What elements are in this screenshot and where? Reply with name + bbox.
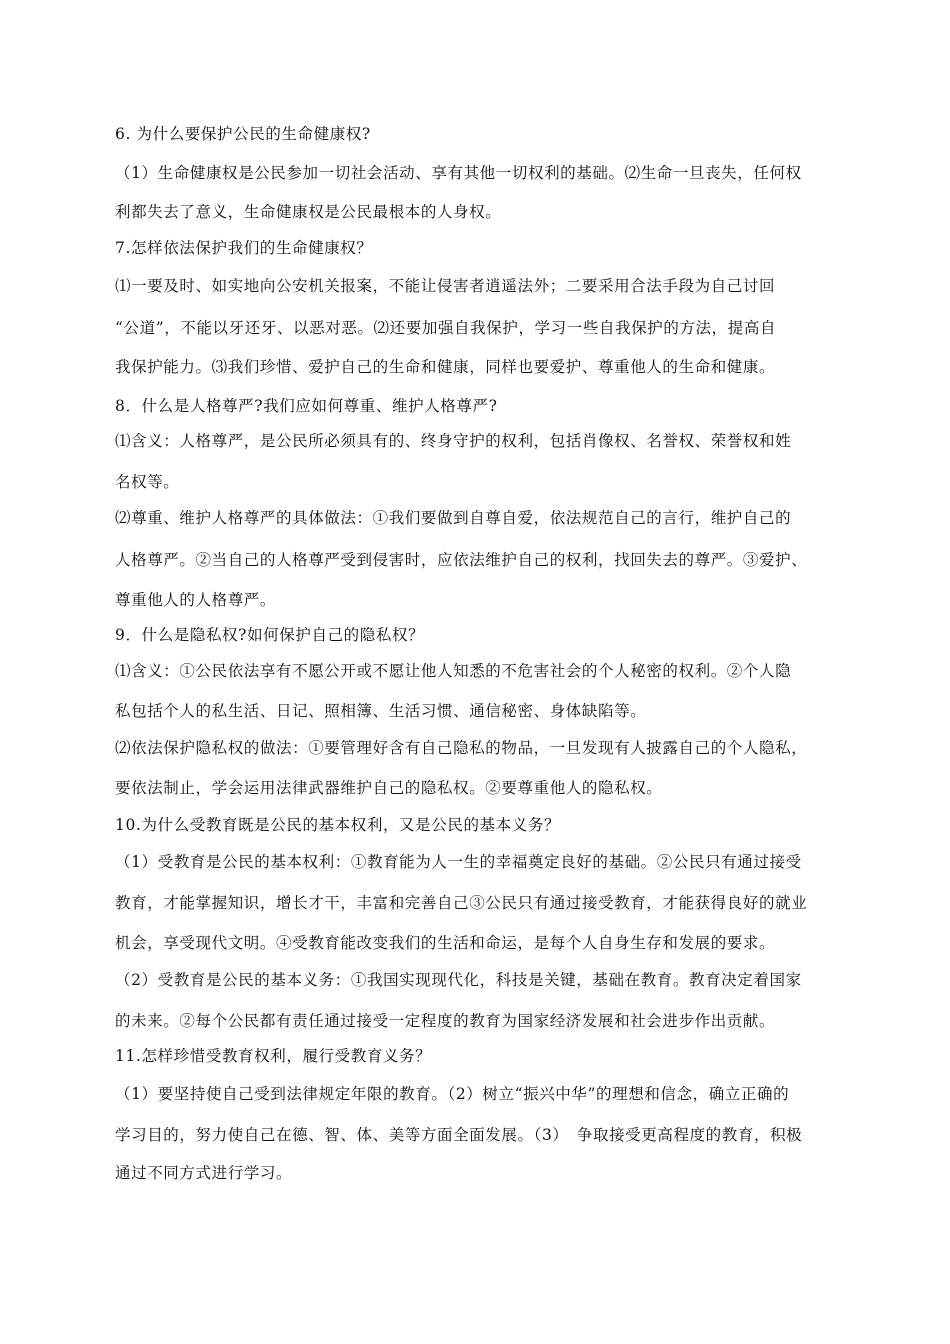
answer-9-line-2: 私包括个人的私生活、日记、照相簿、生活习惯、通信秘密、身体缺陷等。: [115, 702, 647, 720]
answer-10-line-3: 机会，享受现代文明。④受教育能改变我们的生活和命运，是每个人自身生存和发展的要求。: [115, 934, 776, 952]
question-11-heading: 11.怎样珍惜受教育权利，履行受教育义务？: [115, 1047, 432, 1065]
answer-6-line-1: （1）生命健康权是公民参加一切社会活动、享有其他一切权利的基础。⑵生命一旦丧失，任何权: [115, 164, 802, 182]
answer-9-line-4: 要依法制止，学会运用法律武器维护自己的隐私权。②要尊重他人的隐私权。: [115, 779, 663, 797]
answer-8-line-2: 名权等。: [115, 473, 180, 491]
question-6-heading: 6. 为什么要保护公民的生命健康权?: [115, 125, 371, 143]
question-8-heading: 8．什么是人格尊严?我们应如何尊重、维护人格尊严?: [115, 397, 498, 415]
answer-8-line-5: 尊重他人的人格尊严。: [115, 591, 277, 609]
answer-9-line-1: ⑴含义：①公民依法享有不愿公开或不愿让他人知悉的不危害社会的个人秘密的权利。②个人隐: [115, 662, 792, 680]
answer-9-line-3: ⑵依法保护隐私权的做法：①要管理好含有自己隐私的物品，一旦发现有人披露自己的个人隐私，: [115, 739, 808, 757]
question-9-heading: 9．什么是隐私权?如何保护自己的隐私权？: [115, 626, 425, 644]
answer-10-line-5: 的未来。②每个公民都有责任通过接受一定程度的教育为国家经济发展和社会进步作出贡献。: [115, 1012, 776, 1030]
answer-7-line-3: 我保护能力。⑶我们珍惜、爱护自己的生命和健康，同样也要爱护、尊重他人的生命和健康。: [115, 358, 776, 376]
question-10-heading: 10.为什么受教育既是公民的基本权利，又是公民的基本义务？: [115, 816, 561, 834]
answer-8-line-3: ⑵尊重、维护人格尊严的具体做法：①我们要做到自尊自爱，依法规范自己的言行，维护自己的: [115, 509, 792, 527]
answer-10-line-2: 教育，才能掌握知识，增长才干，丰富和完善自己③公民只有通过接受教育，才能获得良好的就业: [115, 894, 808, 912]
answer-11-line-1: （1）要坚持使自己受到法律规定年限的教育。（2）树立“振兴中华”的理想和信念，确立正确的: [115, 1085, 790, 1103]
answer-7-line-2: “公道”，不能以牙还牙、以恶对恶。⑵还要加强自我保护，学习一些自我保护的方法，提高自: [115, 319, 777, 337]
answer-11-line-3: 通过不同方式进行学习。: [115, 1164, 293, 1182]
answer-8-line-4: 人格尊严。②当自己的人格尊严受到侵害时，应依法维护自己的权利，找回失去的尊严。③爱护、: [115, 551, 808, 569]
answer-8-line-1: ⑴含义：人格尊严，是公民所必须具有的、终身守护的权利，包括肖像权、名誉权、荣誉权和姓: [115, 432, 792, 450]
question-7-heading: 7.怎样依法保护我们的生命健康权？: [115, 239, 373, 257]
answer-7-line-1: ⑴一要及时、如实地向公安机关报案，不能让侵害者逍遥法外；二要采用合法手段为自己讨回: [115, 277, 776, 295]
answer-11-line-2: 学习目的，努力使自己在德、智、体、美等方面全面发展。（3） 争取接受更高程度的教育，积极: [115, 1126, 803, 1144]
answer-10-line-4: （2）受教育是公民的基本义务：①我国实现现代化，科技是关键，基础在教育。教育决定着国家: [115, 971, 802, 989]
answer-10-line-1: （1）受教育是公民的基本权利：①教育能为人一生的幸福奠定良好的基础。②公民只有通过接受: [115, 853, 802, 871]
answer-6-line-2: 利都失去了意义，生命健康权是公民最根本的人身权。: [115, 203, 502, 221]
